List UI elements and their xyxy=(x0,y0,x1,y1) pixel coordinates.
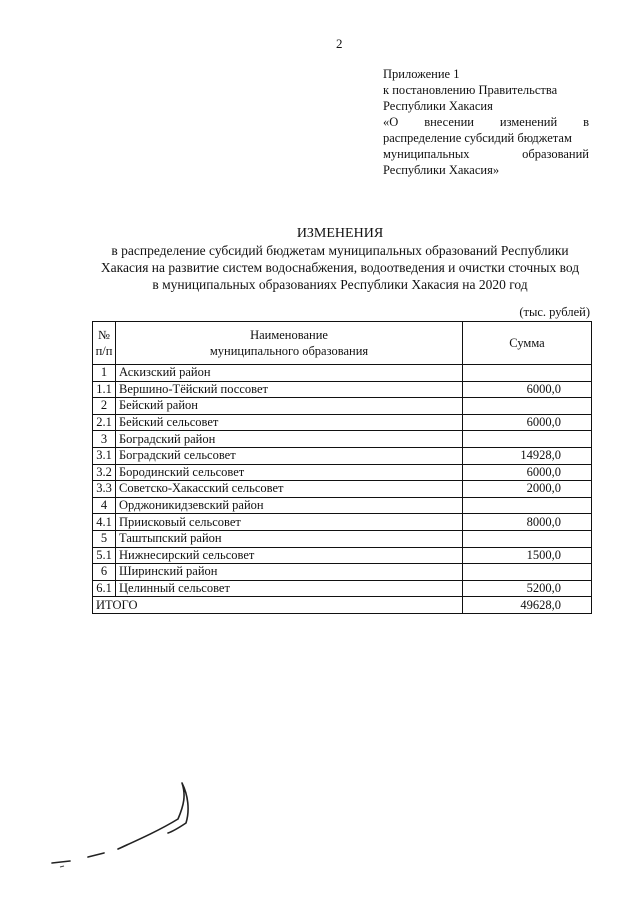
row-number: 5 xyxy=(93,530,116,547)
table-row xyxy=(93,481,592,498)
row-number: 3 xyxy=(93,431,116,448)
appendix-line: «О внесении изменений в xyxy=(383,115,589,129)
appendix-block xyxy=(383,66,589,178)
row-sum xyxy=(463,497,592,514)
table-row xyxy=(93,547,592,564)
row-name: Бейский сельсовет xyxy=(116,414,463,431)
row-number: 2 xyxy=(93,398,116,415)
row-name: Приисковый сельсовет xyxy=(116,514,463,531)
row-number: 2.1 xyxy=(93,414,116,431)
row-sum: 6000,0 xyxy=(463,381,592,398)
row-sum xyxy=(463,431,592,448)
appendix-line: муниципальных образований xyxy=(383,147,589,161)
row-sum: 2000,0 xyxy=(463,481,592,498)
row-name: Боградский сельсовет xyxy=(116,447,463,464)
page-number: 2 xyxy=(336,36,343,51)
subsidy-table xyxy=(92,321,592,614)
row-sum: 6000,0 xyxy=(463,464,592,481)
row-sum: 6000,0 xyxy=(463,414,592,431)
table-row xyxy=(93,414,592,431)
row-sum: 1500,0 xyxy=(463,547,592,564)
row-name: Ширинский район xyxy=(116,564,463,581)
header-number-line: № xyxy=(98,328,110,342)
appendix-line: Республики Хакасия xyxy=(383,99,493,113)
row-number: 3.2 xyxy=(93,464,116,481)
appendix-line: Приложение 1 xyxy=(383,67,460,81)
header-name-line: муниципального образования xyxy=(209,344,369,358)
row-number: 4 xyxy=(93,497,116,514)
row-number: 4.1 xyxy=(93,514,116,531)
table-header-row xyxy=(93,322,592,365)
table-row xyxy=(93,464,592,481)
header-name xyxy=(116,322,463,365)
row-name: Советско-Хакасский сельсовет xyxy=(116,481,463,498)
document-title xyxy=(60,225,620,293)
table-row xyxy=(93,497,592,514)
header-name-line: Наименование xyxy=(250,328,328,342)
total-sum: 49628,0 xyxy=(463,597,592,614)
row-number: 3.3 xyxy=(93,481,116,498)
table-row xyxy=(93,381,592,398)
row-name: Орджоникидзевский район xyxy=(116,497,463,514)
row-sum: 5200,0 xyxy=(463,580,592,597)
header-sum: Сумма xyxy=(463,322,592,365)
row-number: 3.1 xyxy=(93,447,116,464)
appendix-line: к постановлению Правительства xyxy=(383,83,558,97)
row-sum xyxy=(463,564,592,581)
row-name: Бородинский сельсовет xyxy=(116,464,463,481)
row-name: Целинный сельсовет xyxy=(116,580,463,597)
row-number: 6 xyxy=(93,564,116,581)
table-row xyxy=(93,530,592,547)
row-sum xyxy=(463,530,592,547)
appendix-line: распределение субсидий бюджетам xyxy=(383,131,572,145)
row-name: Вершино-Тёйский поссовет xyxy=(116,381,463,398)
row-number: 1.1 xyxy=(93,381,116,398)
units-label: (тыс. рублей) xyxy=(519,305,590,319)
title-line: Хакасия на развитие систем водоснабжения, водоотведения и очистки сточных вод xyxy=(100,260,580,275)
title-line: в распределение субсидий бюджетам муниципальных образований Республики xyxy=(111,243,569,258)
table-row xyxy=(93,514,592,531)
row-sum xyxy=(463,365,592,382)
title-heading: ИЗМЕНЕНИЯ xyxy=(296,226,384,241)
header-number-line: п/п xyxy=(95,344,113,358)
table-row xyxy=(93,365,592,382)
table-row xyxy=(93,564,592,581)
total-label: ИТОГО xyxy=(93,597,463,614)
table-row xyxy=(93,580,592,597)
table-row xyxy=(93,431,592,448)
row-name: Бейский район xyxy=(116,398,463,415)
row-name: Таштыпский район xyxy=(116,530,463,547)
title-line: в муниципальных образованиях Республики Хакасия на 2020 год xyxy=(152,277,528,292)
row-number: 1 xyxy=(93,365,116,382)
appendix-line: Республики Хакасия» xyxy=(383,163,500,177)
signature-mark xyxy=(40,775,240,875)
row-name: Нижнесирский сельсовет xyxy=(116,547,463,564)
table-row xyxy=(93,398,592,415)
row-name: Боградский район xyxy=(116,431,463,448)
table-row xyxy=(93,447,592,464)
row-number: 5.1 xyxy=(93,547,116,564)
row-name: Аскизский район xyxy=(116,365,463,382)
row-number: 6.1 xyxy=(93,580,116,597)
row-sum: 14928,0 xyxy=(463,447,592,464)
total-row xyxy=(93,597,592,614)
header-number xyxy=(93,322,116,365)
row-sum: 8000,0 xyxy=(463,514,592,531)
row-sum xyxy=(463,398,592,415)
